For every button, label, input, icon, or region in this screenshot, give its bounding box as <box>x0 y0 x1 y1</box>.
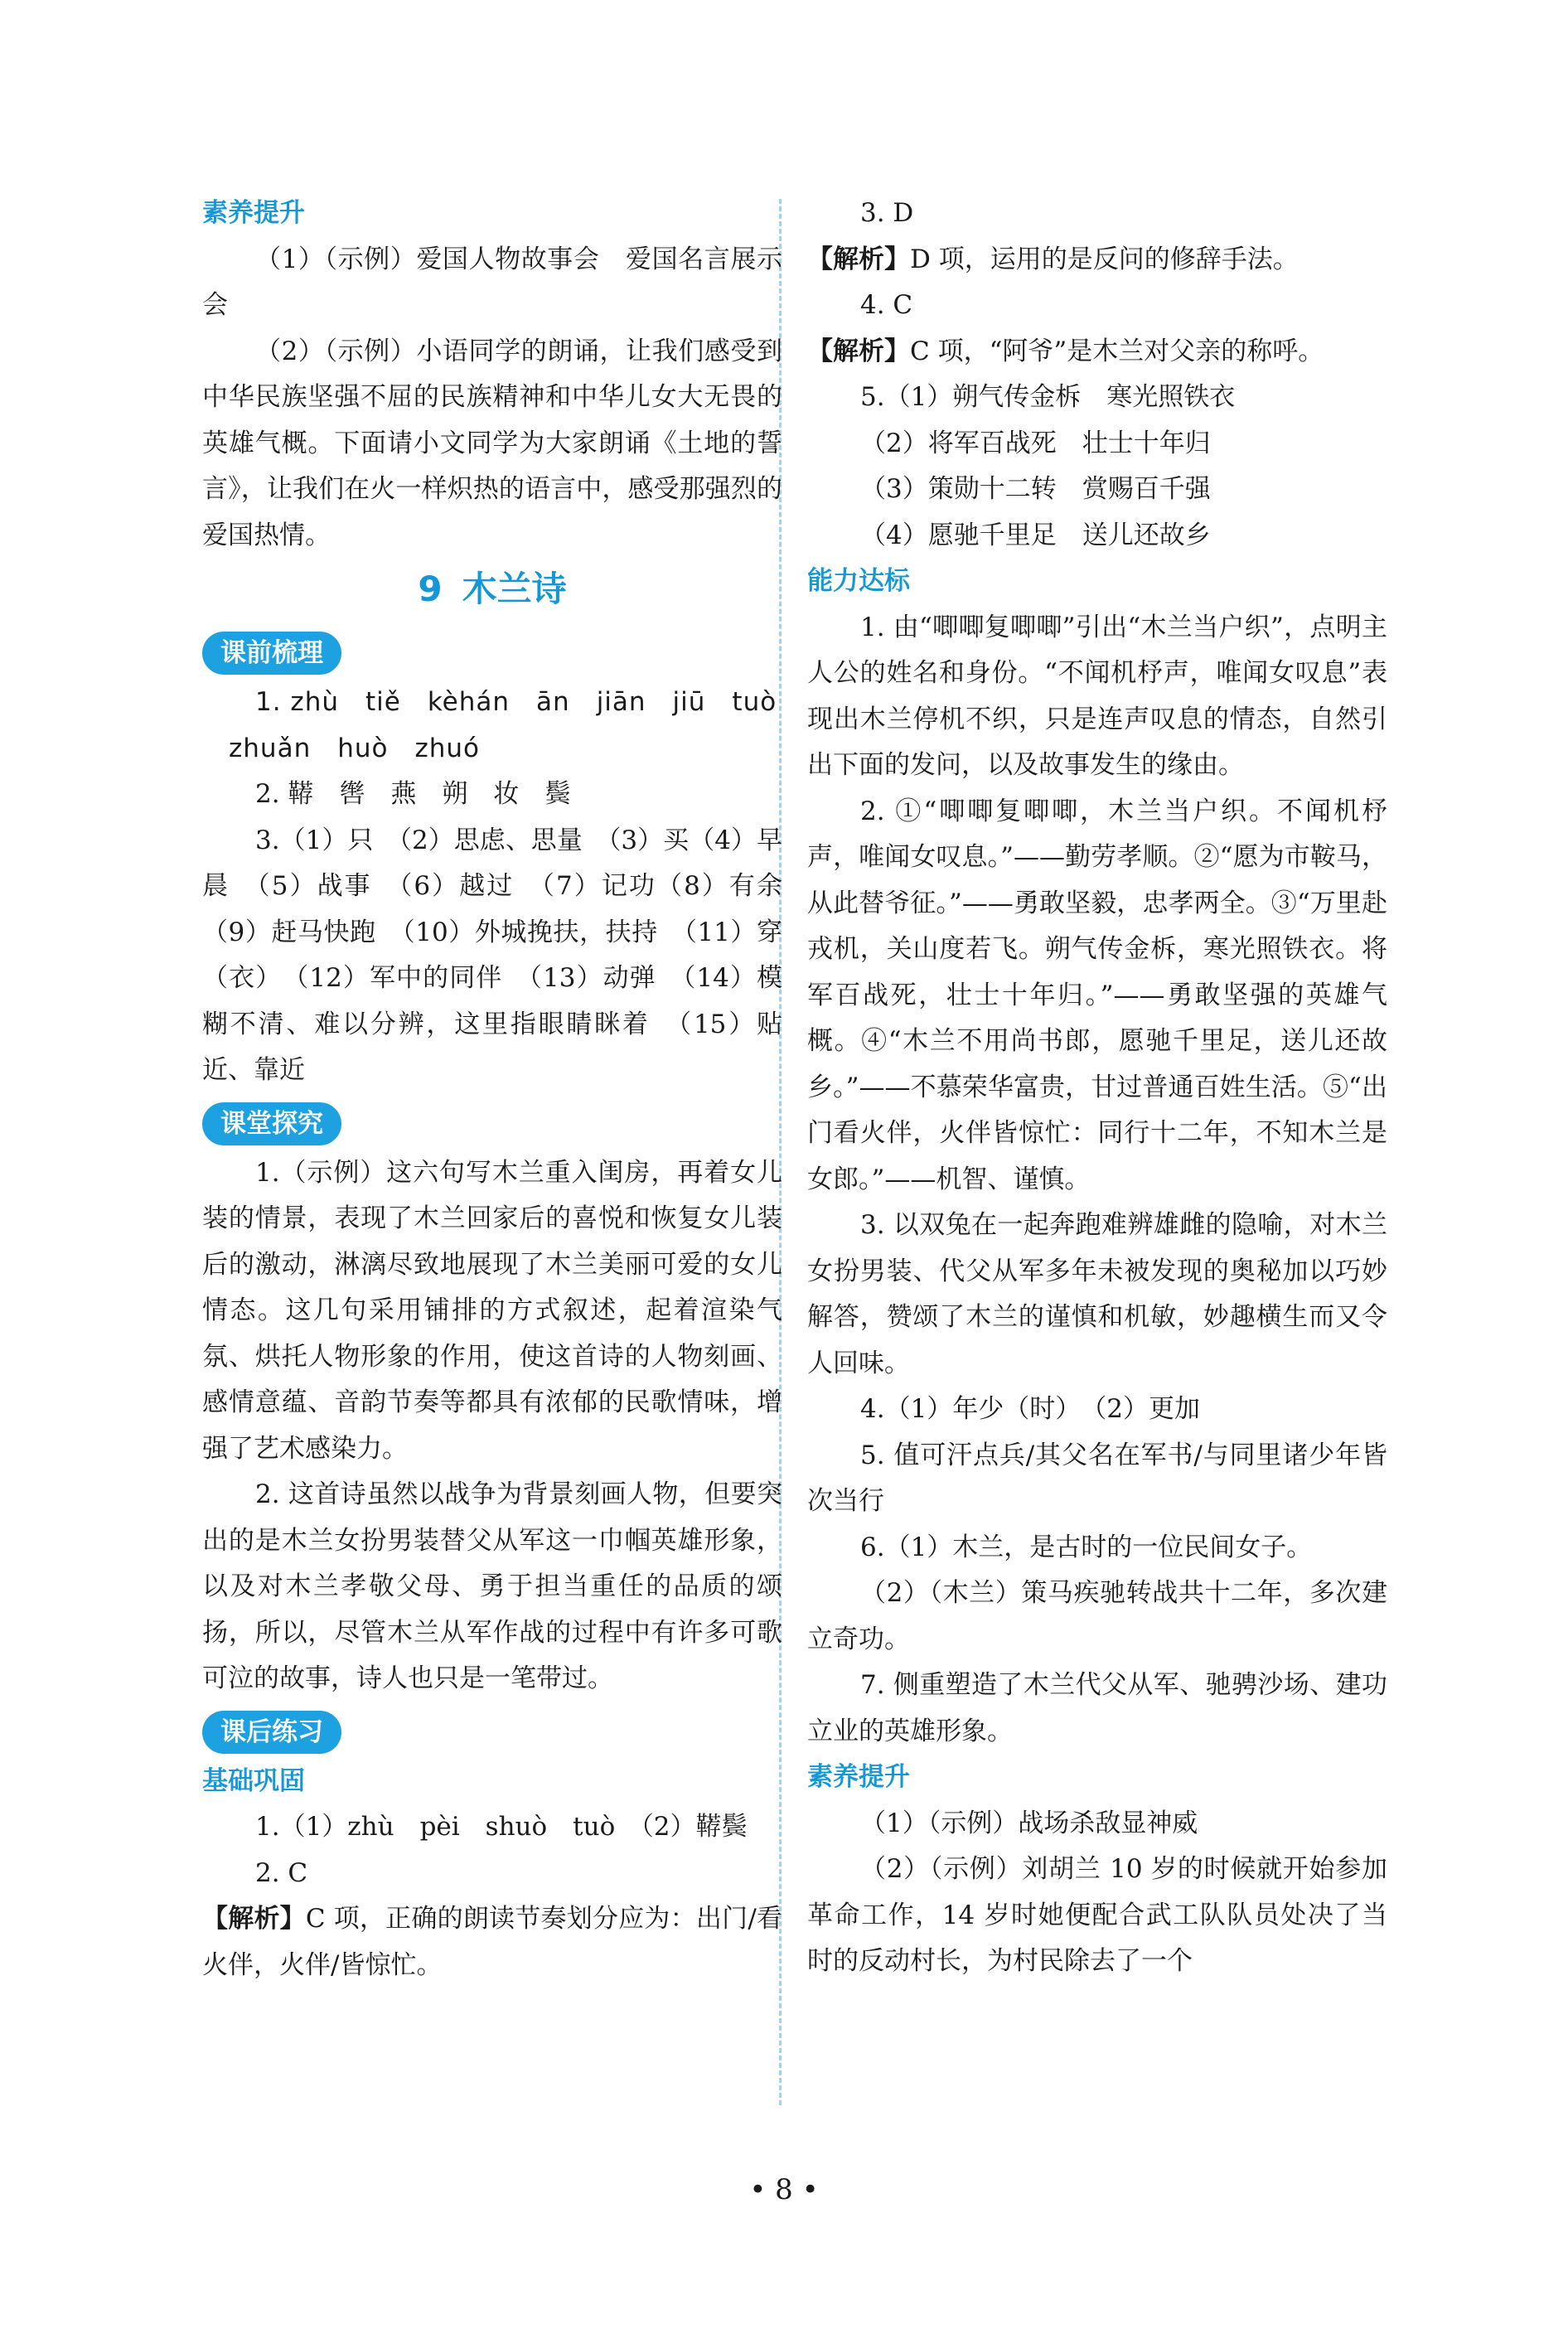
analysis-text: C 项，“阿爷”是木兰对父亲的称呼。 <box>910 336 1324 366</box>
pinyin-line: zhuǎn huò zhuó <box>229 733 481 763</box>
paragraph: （1）（示例）战场杀敌显神威 <box>860 1808 1198 1838</box>
analysis-paragraph <box>807 237 1387 283</box>
pinyin-line: 1. zhù tiě kèhán ān jiān jiū tuò <box>255 687 777 717</box>
paragraph: 6.（1）木兰，是古时的一位民间女子。 <box>860 1532 1313 1562</box>
analysis-text: D 项，运用的是反问的修辞手法。 <box>910 244 1299 274</box>
paragraph: 2. 这首诗虽然以战争为背景刻画人物，但要突出的是木兰女扮男装替父从军这一巾帼英雄形象，以及对木兰孝敬父母、勇于担当重任的品质的颂扬，所以，尽管木兰从军作战的过程中有许多可歌可泣的故事，诗人也只是一笔带过。 <box>202 1479 782 1693</box>
paragraph: 1. 由“唧唧复唧唧”引出“木兰当户织”，点明主人公的姓名和身份。“不闻机杼声，唯闻女叹息”表现出木兰停机不织，只是连声叹息的情态，自然引出下面的发问，以及故事发生的缘由。 <box>807 612 1387 780</box>
right-column <box>807 191 1387 1985</box>
page-number: • 8 • <box>749 2173 819 2206</box>
analysis-text: C 项，正确的朗读节奏划分应为：出门/看火伴，火伴/皆惊忙。 <box>202 1904 782 1980</box>
paragraph: 3.（1）只 （2）思虑、思量 （3）买（4）早晨 （5）战事 （6）越过 （7）记功（8）有余 （9）赶马快跑 （10）外城挽扶，扶持 （11）穿（衣） （12）军中的同伴 （13）动弹 （14）模糊不清、难以分辨，这里指眼睛眯着 （15）贴近、靠近 <box>202 825 808 1085</box>
pill-heading-khlx: 课后练习 <box>202 1711 341 1754</box>
paragraph: 7. 侧重塑造了木兰代父从军、驰骋沙场、建功立业的英雄形象。 <box>807 1670 1387 1746</box>
paragraph: 4. C <box>860 290 913 320</box>
paragraph: 4.（1）年少（时） （2）更加 <box>860 1394 1201 1424</box>
lesson-title <box>202 560 782 618</box>
paragraph: 1.（1）zhù pèi shuò tuò （2）鞯鬓 <box>255 1812 748 1842</box>
analysis-paragraph <box>807 329 1387 375</box>
analysis-paragraph <box>202 1896 782 1988</box>
section-heading-nldb: 能力达标 <box>807 566 910 596</box>
section-heading-jcgg: 基础巩固 <box>202 1765 305 1796</box>
paragraph: 1.（示例）这六句写木兰重入闺房，再着女儿装的情景，表现了木兰回家后的喜悦和恢复女儿装后的激动，淋漓尽致地展现了木兰美丽可爱的女儿情态。这几句采用铺排的方式叙述，起着渲染气氛、烘托人物形象的作用，使这首诗的人物刻画、感情意蕴、音韵节奏等都具有浓郁的民歌情味，增强了艺术感染力。 <box>202 1157 782 1464</box>
analysis-label: 【解析】 <box>807 244 910 274</box>
left-column <box>202 191 808 1988</box>
paragraph: 3. 以双兔在一起奔跑难辨雄雌的隐喻，对木兰女扮男装、代父从军多年未被发现的奥秘加以巧妙解答，赞颂了木兰的谨慎和机敏，妙趣横生而又令人回味。 <box>807 1210 1387 1378</box>
lesson-number: 9 <box>418 569 443 609</box>
section-heading-suyang-2: 素养提升 <box>807 1762 910 1792</box>
pill-heading-kqsl: 课前梳理 <box>202 632 341 675</box>
analysis-label: 【解析】 <box>202 1904 306 1934</box>
paragraph: 2. 鞯 辔 燕 朔 妆 鬓 <box>255 779 571 809</box>
analysis-label: 【解析】 <box>807 336 910 366</box>
paragraph: 3. D <box>860 198 914 228</box>
paragraph: （2）（木兰）策马疾驰转战共十二年，多次建立奇功。 <box>807 1578 1387 1654</box>
paragraph: （2）将军百战死 壮士十年归 <box>860 428 1211 458</box>
paragraph: （3）策勋十二转 赏赐百千强 <box>860 474 1211 504</box>
paragraph: （2）（示例）刘胡兰 10 岁的时候就开始参加革命工作，14 岁时她便配合武工队队员处决了当时的反动村长，为村民除去了一个 <box>807 1854 1387 1976</box>
paragraph: 5. 值可汗点兵/其父名在军书/与同里诸少年皆次当行 <box>807 1440 1387 1516</box>
lesson-name: 木兰诗 <box>462 569 567 609</box>
paragraph: 2. C <box>255 1857 308 1888</box>
paragraph: （1）（示例）爱国人物故事会 爱国名言展示会 <box>202 244 782 320</box>
paragraph: 5.（1）朔气传金柝 寒光照铁衣 <box>860 382 1236 412</box>
pill-heading-ktjt: 课堂探究 <box>202 1102 341 1145</box>
paragraph: 2. ①“唧唧复唧唧，木兰当户织。不闻机杼声，唯闻女叹息。”——勤劳孝顺。②“愿为市鞍马，从此替爷征。”——勇敢坚毅，忠孝两全。③“万里赴戎机，关山度若飞。朔气传金柝，寒光照铁衣。将军百战死，壮士十年归。”——勇敢坚强的英雄气概。④“木兰不用尚书郎，愿驰千里足，送儿还故乡。”——不慕荣华富贵，甘过普通百姓生活。⑤“出门看火伴，火伴皆惊忙：同行十二年，不知木兰是女郎。”——机智、谨慎。 <box>807 796 1387 1194</box>
paragraph: （2）（示例）小语同学的朗诵，让我们感受到中华民族坚强不屈的民族精神和中华儿女大无畏的英雄气概。下面请小文同学为大家朗诵《土地的誓言》，让我们在火一样炽热的语言中，感受那强烈的爱国热情。 <box>202 336 782 550</box>
paragraph: （4）愿驰千里足 送儿还故乡 <box>860 520 1211 550</box>
section-heading-suyang: 素养提升 <box>202 198 305 228</box>
